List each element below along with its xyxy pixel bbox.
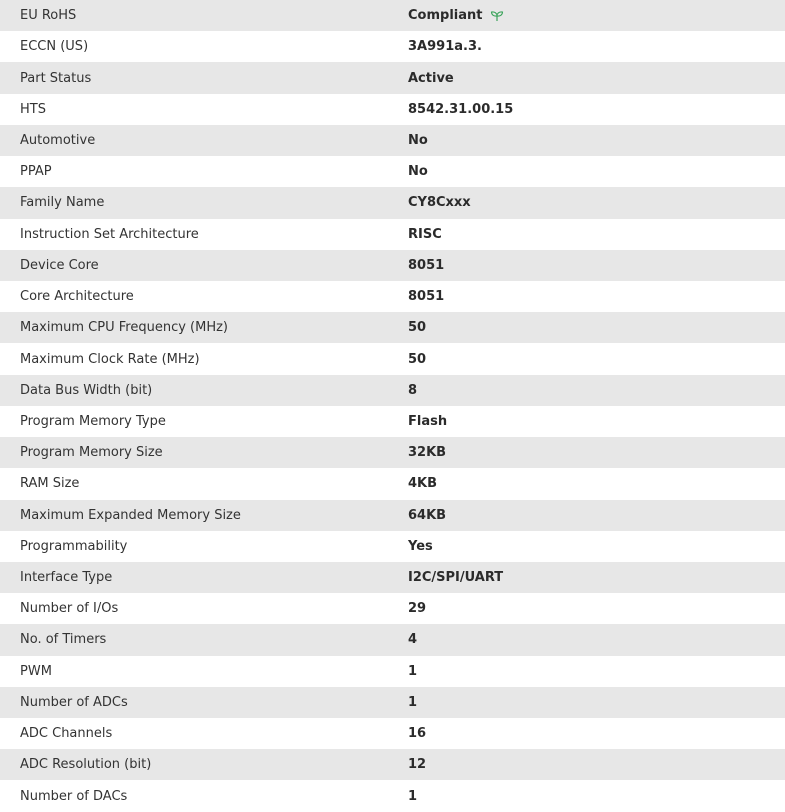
spec-row <box>0 375 785 406</box>
spec-value <box>388 508 446 523</box>
spec-row <box>0 312 785 343</box>
spec-value-text: 50 <box>408 351 427 367</box>
spec-row <box>0 0 785 31</box>
spec-label: ADC Resolution (bit) <box>20 757 152 773</box>
spec-value-text: 1 <box>408 694 418 710</box>
spec-value <box>388 695 417 710</box>
spec-value-text: 3A991a.3. <box>408 39 482 55</box>
spec-value-text: 29 <box>408 601 427 617</box>
spec-row <box>0 500 785 531</box>
spec-row <box>0 406 785 437</box>
spec-value <box>388 258 444 273</box>
spec-label: Automotive <box>20 132 96 148</box>
spec-value <box>388 227 442 242</box>
spec-value <box>388 164 428 179</box>
spec-value <box>388 445 446 460</box>
spec-value <box>388 539 433 554</box>
spec-value-text: No <box>408 132 428 148</box>
spec-value <box>388 71 454 86</box>
spec-value <box>388 8 504 23</box>
spec-value-text: CY8Cxxx <box>408 195 471 211</box>
spec-value-text: 4 <box>408 632 418 648</box>
spec-label: Maximum CPU Frequency (MHz) <box>20 320 228 336</box>
spec-value-text: 8051 <box>408 257 445 273</box>
spec-row <box>0 656 785 687</box>
spec-row <box>0 468 785 499</box>
spec-label: Number of ADCs <box>20 694 128 710</box>
spec-value <box>388 757 426 772</box>
spec-row <box>0 62 785 93</box>
spec-row <box>0 531 785 562</box>
spec-row <box>0 343 785 374</box>
spec-value-text: 64KB <box>408 507 447 523</box>
spec-label: Maximum Expanded Memory Size <box>20 507 241 523</box>
spec-value <box>388 632 417 647</box>
spec-value <box>388 133 428 148</box>
spec-label: Interface Type <box>20 570 113 586</box>
spec-label: Instruction Set Architecture <box>20 226 199 242</box>
spec-label: ECCN (US) <box>20 39 89 55</box>
spec-value <box>388 414 447 429</box>
spec-label: Program Memory Type <box>20 413 166 429</box>
spec-label: Maximum Clock Rate (MHz) <box>20 351 200 367</box>
spec-row <box>0 718 785 749</box>
spec-value-text: No <box>408 164 428 180</box>
spec-value <box>388 352 426 367</box>
spec-value-text: Flash <box>408 413 448 429</box>
spec-value-text: 4KB <box>408 476 438 492</box>
spec-row <box>0 281 785 312</box>
spec-value <box>388 102 513 117</box>
spec-row <box>0 437 785 468</box>
spec-value <box>388 664 417 679</box>
spec-value <box>388 289 444 304</box>
spec-row <box>0 156 785 187</box>
spec-row <box>0 250 785 281</box>
spec-value-text: 32KB <box>408 445 447 461</box>
spec-label: Part Status <box>20 70 92 86</box>
spec-value-text: 50 <box>408 320 427 336</box>
spec-label: Number of DACs <box>20 788 128 804</box>
spec-label: Family Name <box>20 195 105 211</box>
spec-row <box>0 125 785 156</box>
spec-label: Data Bus Width (bit) <box>20 382 153 398</box>
spec-value-text: 16 <box>408 726 427 742</box>
spec-value-text: Compliant <box>408 8 483 24</box>
spec-value <box>388 383 417 398</box>
spec-label: Core Architecture <box>20 289 134 305</box>
spec-label: HTS <box>20 101 46 117</box>
spec-row <box>0 624 785 655</box>
spec-label: ADC Channels <box>20 726 113 742</box>
spec-label: PWM <box>20 663 52 679</box>
spec-row <box>0 687 785 718</box>
spec-label: Program Memory Size <box>20 445 163 461</box>
spec-value-text: 8051 <box>408 289 445 305</box>
spec-label: No. of Timers <box>20 632 107 648</box>
spec-label: RAM Size <box>20 476 80 492</box>
spec-row <box>0 94 785 125</box>
spec-value <box>388 570 503 585</box>
spec-label: Number of I/Os <box>20 601 119 617</box>
spec-value-text: 1 <box>408 663 418 679</box>
spec-value-text: 1 <box>408 788 418 804</box>
spec-row <box>0 562 785 593</box>
spec-value <box>388 726 426 741</box>
spec-value-text: 12 <box>408 757 427 773</box>
spec-value-text: Yes <box>408 538 433 554</box>
spec-label: Device Core <box>20 257 99 273</box>
spec-row <box>0 31 785 62</box>
spec-value-text: 8542.31.00.15 <box>408 101 514 117</box>
spec-label: Programmability <box>20 538 128 554</box>
spec-value <box>388 39 482 54</box>
spec-value <box>388 320 426 335</box>
spec-row <box>0 593 785 624</box>
spec-row <box>0 749 785 780</box>
spec-label: PPAP <box>20 164 52 180</box>
spec-value-text: I2C/SPI/UART <box>408 570 504 586</box>
spec-value <box>388 789 417 804</box>
spec-value-text: 8 <box>408 382 418 398</box>
spec-value <box>388 601 426 616</box>
spec-value-text: Active <box>408 70 454 86</box>
spec-row <box>0 187 785 218</box>
spec-label: EU RoHS <box>20 8 77 24</box>
spec-row <box>0 219 785 250</box>
spec-value-text: RISC <box>408 226 442 242</box>
leaf-icon <box>490 10 504 22</box>
spec-value <box>388 476 437 491</box>
spec-row <box>0 780 785 811</box>
spec-value <box>388 195 471 210</box>
